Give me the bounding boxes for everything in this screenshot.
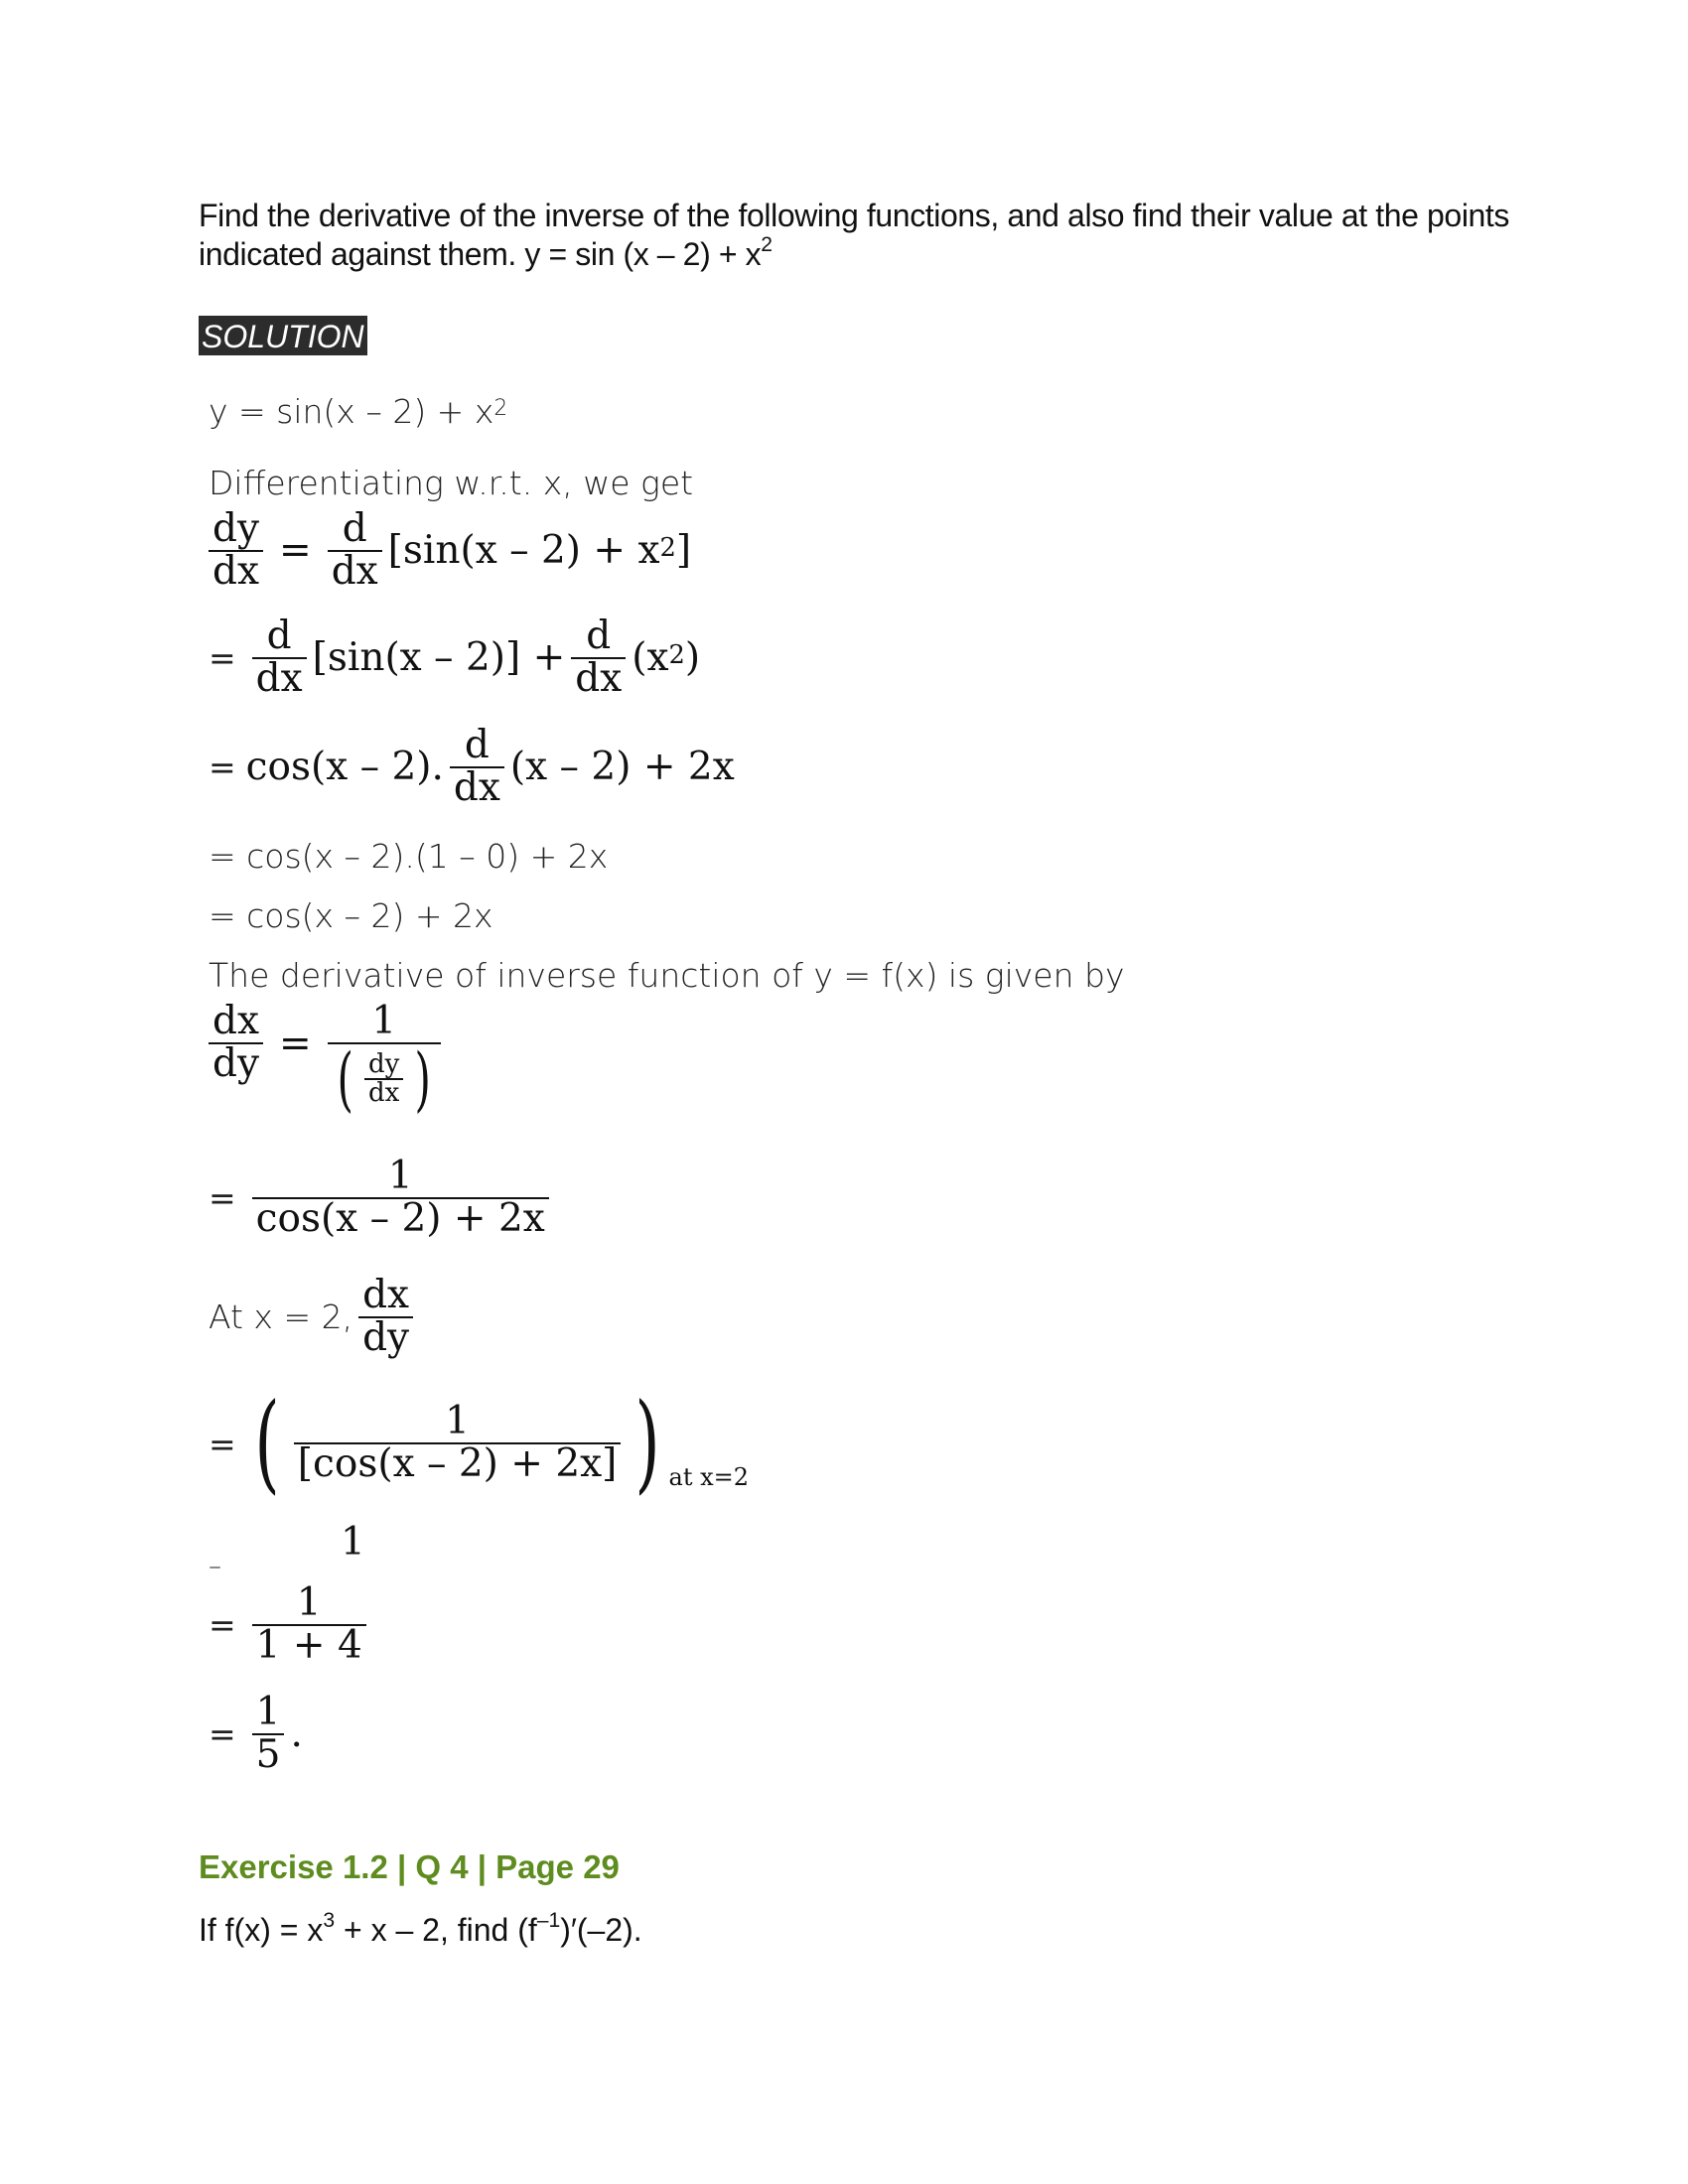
inverse-derivative-note: The derivative of inverse function of y = f(x) is given by — [209, 956, 1125, 995]
step-sum-rule: = $\frac{d}{dx}$ [sin(x – 2)] + $\frac{d}{dx}$ (x $^2$ ) — [209, 614, 701, 701]
stray-fraction: – 1 — [209, 1519, 365, 1581]
step-result: = cos(x – 2) + 2x — [209, 896, 493, 935]
step-chain-rule: = cos(x – 2). $\frac{d}{dx}$ (x – 2) + 2x — [209, 723, 735, 810]
step-simplify: = cos(x – 2).(1 – 0) + 2x — [209, 837, 609, 876]
final-answer: = $\frac{1}{5}$ . — [209, 1690, 303, 1777]
function-definition: y = sin(x – 2) + x $^2$ — [209, 392, 508, 431]
numeric-substitution: = $\frac{1}{1 + 4}$ — [209, 1583, 372, 1667]
inverse-derivative-expression: = $\frac{1}{\cos(x - 2) + 2x}$ — [209, 1157, 555, 1240]
differentiating-note: Differentiating w.r.t. x, we get — [209, 464, 694, 502]
evaluate-at-point: At x = 2, $\frac{dx}{dy}$ — [209, 1276, 419, 1359]
inverse-derivative-formula: $\frac{dx}{dy}$ = 1 ( $\frac{dy}{dx}$ ) — [209, 1002, 447, 1114]
solution-badge[interactable]: SOLUTION — [199, 316, 367, 355]
exercise-link[interactable]: Exercise 1.2 | Q 4 | Page 29 — [199, 1848, 620, 1885]
next-question-text: If $f(x) = x^3 + x - 2$, find $(f^{-1})'(-2)$. — [199, 1909, 642, 1948]
evaluated-expression: = ( $\frac{1}{[\cos(x - 2) + 2x]}$ ) at x=2 — [209, 1381, 750, 1505]
step-dy-dx: $\frac{dy}{dx}$ = $\frac{d}{dx}$ [sin(x – 2) + x $^2$ ] — [209, 509, 691, 593]
question-text: Find the derivative of the inverse of the following functions, and also find their value at the points indicated against them. $y = \sin (x - 2) + x^2$ — [199, 198, 1510, 272]
